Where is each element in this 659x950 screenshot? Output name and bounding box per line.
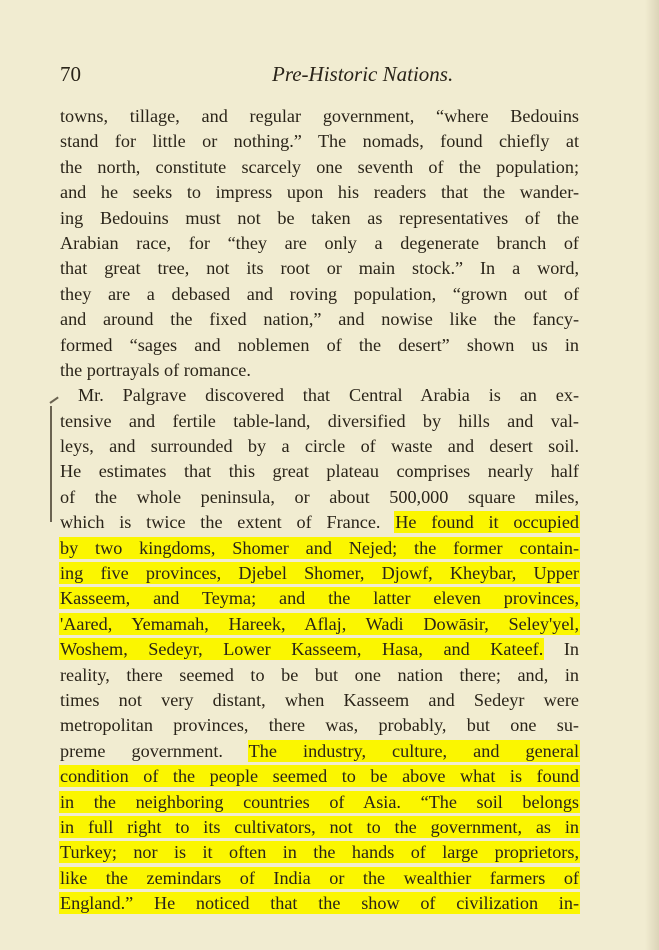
highlighted-text: He found it occupied xyxy=(395,512,579,533)
text-line xyxy=(60,536,579,561)
text-line xyxy=(60,333,579,358)
text-span: times not very distant, when Kasseem and Sedeyr were xyxy=(60,689,579,710)
text-line xyxy=(60,637,579,662)
text-line xyxy=(60,206,579,231)
text-line xyxy=(60,688,579,713)
text-line xyxy=(60,104,579,129)
text-line xyxy=(60,282,579,307)
text-line xyxy=(60,510,579,535)
text-span: and around the fixed nation,” and nowise like the fancy- xyxy=(60,309,579,330)
text-span: metropolitan provinces, there was, probably, but one su- xyxy=(60,715,579,736)
text-span: Arabian race, for “they are only a degenerate branch of xyxy=(60,232,579,253)
highlighted-text: condition of the people seemed to be above what is found xyxy=(60,766,579,787)
highlighted-text: Woshem, Sedeyr, Lower Kasseem, Hasa, and Kateef. xyxy=(60,639,544,660)
running-title: Pre-Historic Nations. xyxy=(272,62,454,86)
text-line xyxy=(60,713,579,738)
text-line xyxy=(60,790,579,815)
text-span: formed “sages and noblemen of the desert” shown us in xyxy=(60,334,579,355)
page-header xyxy=(60,62,580,88)
highlighted-text: 'Aared, Yemamah, Hareek, Aflaj, Wadi Dowāsir, Seley'yel, xyxy=(60,613,579,634)
highlighted-text: Kasseem, and Teyma; and the latter eleven provinces, xyxy=(60,588,579,609)
text-span: reality, there seemed to be but one nation there; and, in xyxy=(60,664,579,685)
margin-bracket xyxy=(50,406,52,522)
text-span: ing Bedouins must not be taken as representatives of the xyxy=(60,207,579,228)
text-span: of the whole peninsula, or about 500,000 square miles, xyxy=(60,486,579,507)
highlighted-text: like the zemindars of India or the wealthier farmers of xyxy=(60,867,579,888)
text-span: they are a debased and roving population, “grown out of xyxy=(60,283,579,304)
text-line xyxy=(60,764,579,789)
text-span: He estimates that this great plateau comprises nearly half xyxy=(60,461,579,482)
highlighted-text: England.” He noticed that the show of civilization in- xyxy=(60,893,579,914)
page-edge-shadow xyxy=(645,0,659,950)
highlighted-text: Turkey; nor is it often in the hands of large proprietors, xyxy=(60,842,579,863)
highlighted-text: The industry, culture, and general xyxy=(248,740,580,761)
text-line xyxy=(60,485,579,510)
text-line xyxy=(60,561,579,586)
text-line xyxy=(60,358,579,383)
text-span: the portrayals of romance. xyxy=(60,359,251,380)
text-span: the north, constitute scarcely one seventh of the population; xyxy=(60,156,579,177)
text-line xyxy=(60,612,579,637)
text-span: that great tree, not its root or main stock.” In a word, xyxy=(60,258,579,279)
text-span: In xyxy=(543,639,579,660)
text-span: preme government. xyxy=(60,740,249,761)
highlighted-text: in full right to its cultivators, not to the government, as in xyxy=(60,816,579,837)
highlighted-text: by two kingdoms, Shomer and Nejed; the former contain- xyxy=(60,537,579,558)
text-line xyxy=(60,434,579,459)
text-line xyxy=(60,663,579,688)
text-line xyxy=(60,180,579,205)
text-line xyxy=(60,256,579,281)
text-line xyxy=(60,891,579,916)
highlighted-text: ing five provinces, Djebel Shomer, Djowf, Kheybar, Upper xyxy=(60,563,579,584)
text-span: towns, tillage, and regular government, “where Bedouins xyxy=(60,106,579,126)
text-span: which is twice the extent of France. xyxy=(60,512,396,533)
text-line xyxy=(60,840,579,865)
page-number: 70 xyxy=(60,62,81,86)
text-line xyxy=(60,307,579,332)
text-line xyxy=(60,231,579,256)
text-span: tensive and fertile table-land, diversified by hills and val- xyxy=(60,410,579,431)
text-line xyxy=(60,866,579,891)
text-span: and he seeks to impress upon his readers that the wander- xyxy=(60,182,579,203)
text-line xyxy=(60,409,579,434)
margin-bracket-top xyxy=(49,396,58,403)
text-line xyxy=(60,155,579,180)
text-span: stand for little or nothing.” The nomads, found chiefly at xyxy=(60,131,579,152)
text-line xyxy=(60,739,579,764)
text-line xyxy=(60,129,579,154)
text-span: Mr. Palgrave discovered that Central Arabia is an ex- xyxy=(78,385,579,406)
body-text xyxy=(60,104,579,917)
text-span: leys, and surrounded by a circle of waste and desert soil. xyxy=(60,436,579,457)
text-line xyxy=(60,815,579,840)
highlighted-text: in the neighboring countries of Asia. “The soil belongs xyxy=(60,791,579,812)
text-line xyxy=(60,383,579,408)
text-line xyxy=(60,459,579,484)
text-line xyxy=(60,586,579,611)
